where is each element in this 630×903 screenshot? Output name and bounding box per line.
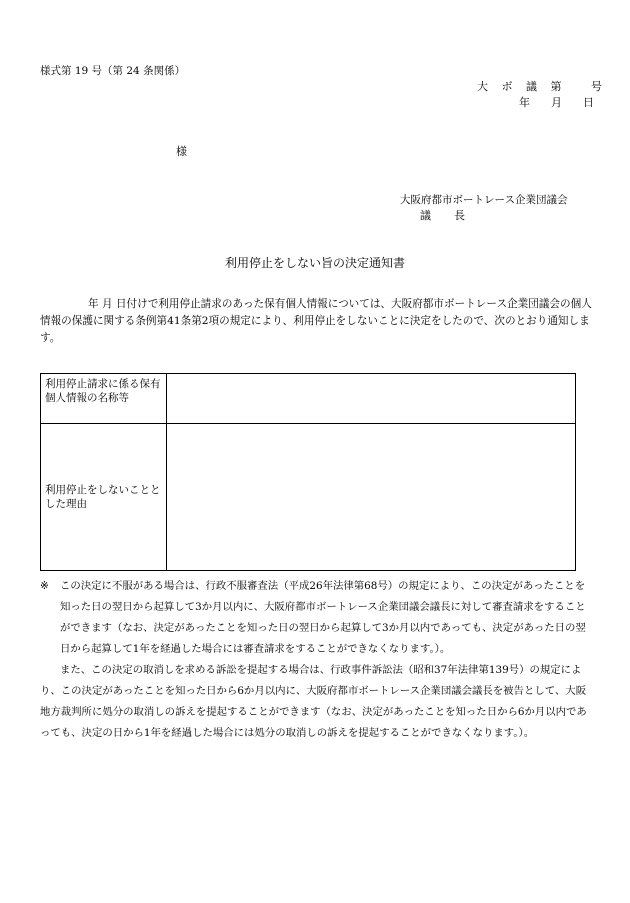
note-text-1: この決定に不服がある場合は、行政不服審査法（平成26年法律第68号）の規定により、この決定があったことを知った日の翌日から起算して3か月以内に、大阪府都市ボートレース企業団議会議長に対して審査請求をすることができます（なお、決定があったことを知った日の翌日から起算して3か月以内であっても、決定があった日の翌日から起算して1年を経過した場合には審査請求をすることができなくなります。）。 — [60, 580, 586, 655]
sender-title: 議 長 — [420, 209, 471, 222]
note-mark: ※ — [40, 580, 49, 592]
reason-label: 利用停止をしないこととした理由 — [41, 424, 167, 571]
form-number: 様式第 19 号（第 24 条関係） — [40, 65, 186, 77]
body-paragraph — [40, 296, 592, 347]
document-title: 利用停止をしない旨の決定通知書 — [224, 256, 405, 270]
body-text: 年 月 日付けで利用停止請求のあった保有個人情報については、大阪府都市ボートレース企業団議会の個人情報の保護に関する条例第41条第2項の規定により、利用停止をしないことに決定をしたので、次のとおり通知します。 — [40, 298, 592, 344]
document-date: 年 月 日 — [519, 96, 599, 109]
info-name-value — [167, 374, 576, 424]
note-paragraph-2: また、この決定の取消しを求める訴訟を提起する場合は、行政事件訴訟法（昭和37年法律第139号）の規定により、この決定があったことを知った日から6か月以内に、大阪府都市ボートレース企業団議会議長を被告として、大阪地方裁判所に処分の取消しの訴えを提起することができます（なお、決定があったことを知った日から6か月以内であっても、決定の日から1年を経過した場合には処分の取消しの訴えを提起することができなくなります。）。 — [40, 664, 587, 739]
sender-organization: 大阪府都市ボートレース企業団議会 — [400, 194, 568, 206]
info-table — [40, 373, 576, 571]
table-row — [41, 374, 576, 424]
document-number: 大 ボ 議 第 号 — [477, 80, 607, 93]
notes-section — [40, 576, 592, 744]
reason-value — [167, 424, 576, 571]
addressee-honorific: 様 — [176, 145, 187, 158]
table-row — [41, 424, 576, 571]
note-paragraph-1 — [40, 576, 592, 660]
info-name-label: 利用停止請求に係る保有個人情報の名称等 — [41, 374, 167, 424]
